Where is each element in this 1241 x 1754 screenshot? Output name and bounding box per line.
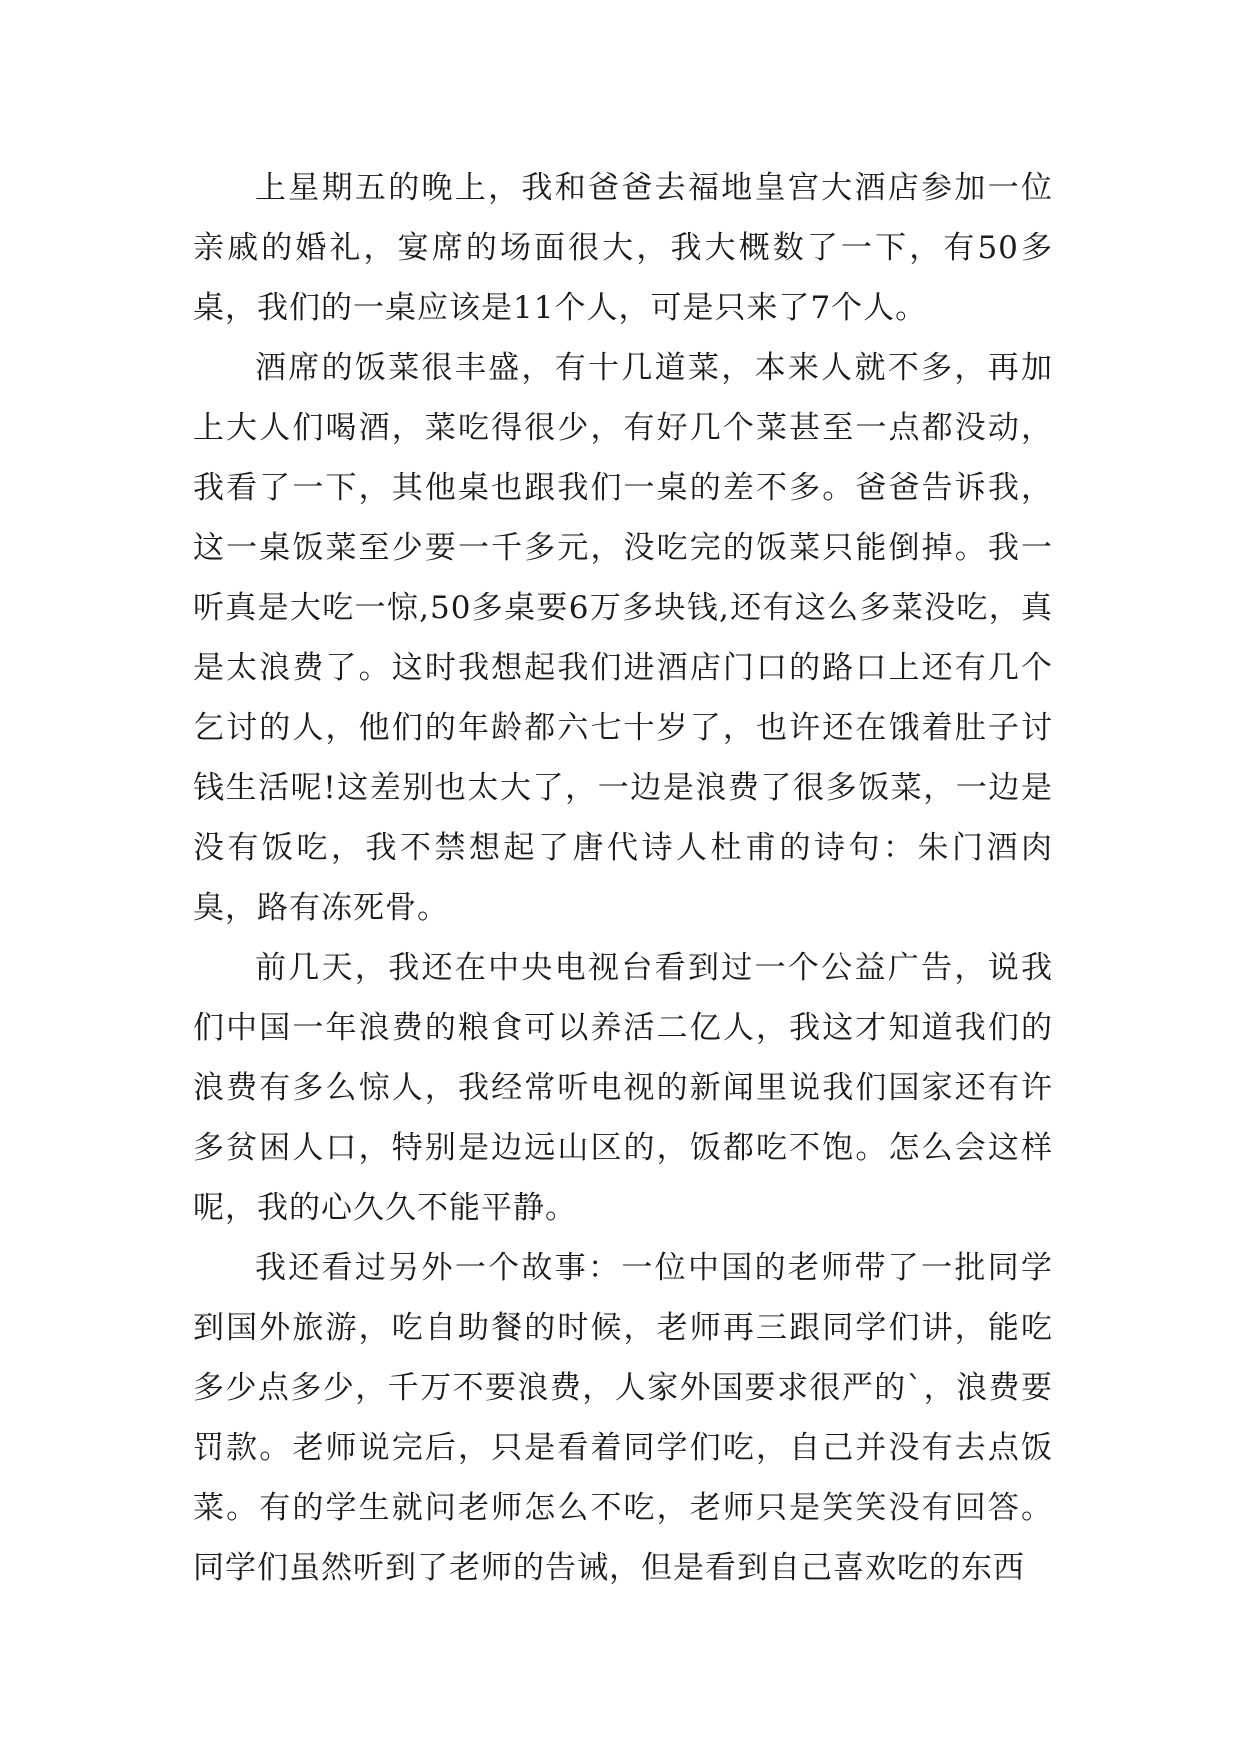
paragraph-food-waste: 酒席的饭菜很丰盛，有十几道菜，本来人就不多，再加上大人们喝酒，菜吃得很少，有好几个菜甚至一点都没动，我看了一下，其他桌也跟我们一桌的差不多。爸爸告诉我，这一桌饭菜至少要一千多元，没吃完的饭菜只能倒掉。我一听真是大吃一惊,50多桌要6万多块钱,还有这么多菜没吃，真是太浪费了。这时我想起我们进酒店门口的路口上还有几个乞讨的人，他们的年龄都六七十岁了，也许还在饿着肚子讨钱生活呢!这差别也太大了，一边是浪费了很多饭菜，一边是没有饭吃，我不禁想起了唐代诗人杜甫的诗句：朱门酒肉臭，路有冻死骨。 <box>193 350 1053 926</box>
paragraph-public-service-ad: 前几天，我还在中央电视台看到过一个公益广告，说我们中国一年浪费的粮食可以养活二亿人，我这才知道我们的浪费有多么惊人，我经常听电视的新闻里说我们国家还有许多贫困人口，特别是边远山区的，饭都吃不饱。怎么会这样呢，我的心久久不能平静。 <box>193 950 1053 1226</box>
paragraph-wedding-banquet: 上星期五的晚上，我和爸爸去福地皇宫大酒店参加一位亲戚的婚礼，宴席的场面很大，我大概数了一下，有50多桌，我们的一桌应该是11个人，可是只来了7个人。 <box>193 170 1053 326</box>
document-body <box>193 158 1053 1598</box>
paragraph-teacher-story: 我还看过另外一个故事：一位中国的老师带了一批同学到国外旅游，吃自助餐的时候，老师再三跟同学们讲，能吃多少点多少，千万不要浪费，人家外国要求很严的`，浪费要罚款。老师说完后，只是看着同学们吃，自己并没有去点饭菜。有的学生就问老师怎么不吃，老师只是笑笑没有回答。同学们虽然听到了老师的告诫，但是看到自己喜欢吃的东西 <box>193 1250 1053 1586</box>
